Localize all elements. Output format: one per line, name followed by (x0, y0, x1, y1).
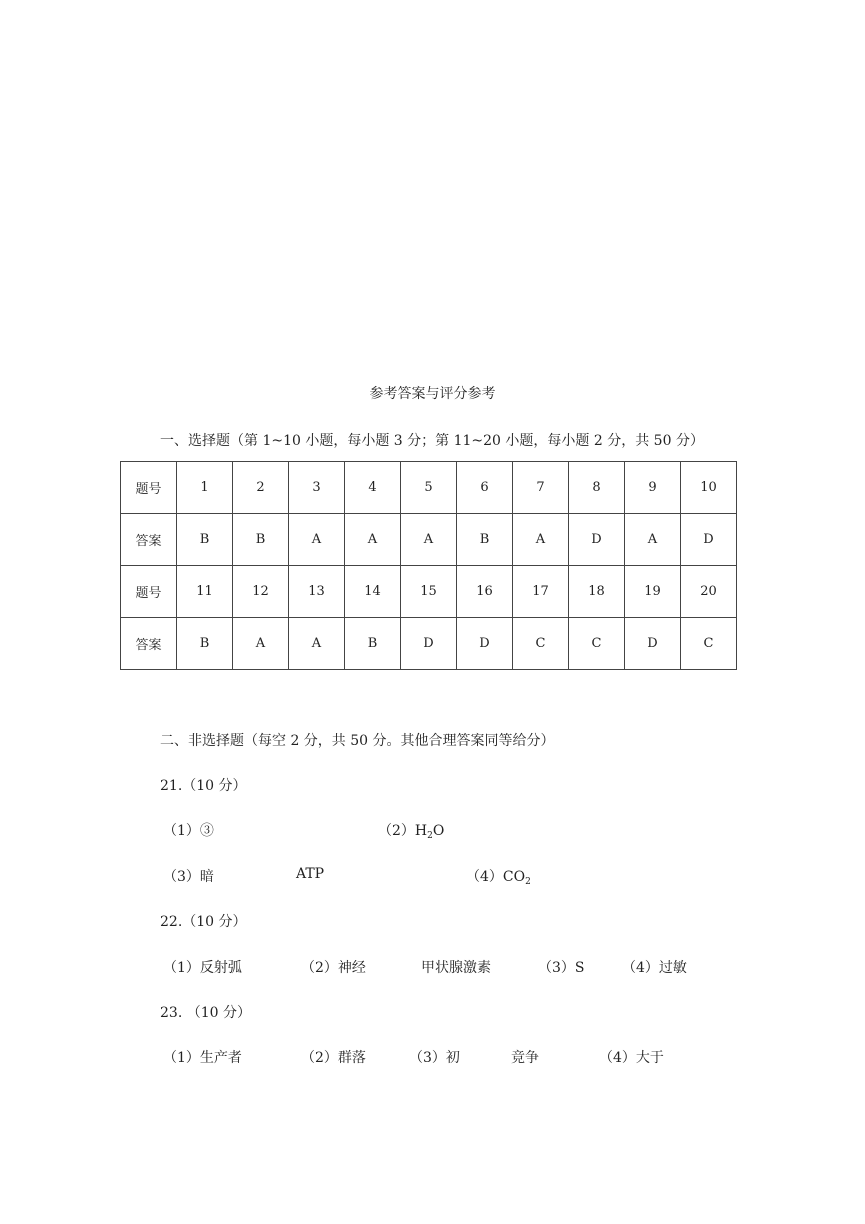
q21-answer-3: （3）暗 (163, 869, 214, 885)
question-number-cell: 10 (681, 462, 737, 514)
question-number-cell: 5 (401, 462, 457, 514)
question-number-cell: 19 (625, 566, 681, 618)
answer-cell: D (457, 618, 513, 670)
section2-heading: 二、非选择题（每空 2 分，共 50 分。其他合理答案同等给分） (160, 733, 555, 749)
q23-answer-2: （2）群落 (301, 1050, 366, 1066)
answer-cell: C (681, 618, 737, 670)
row-label-number: 题号 (121, 462, 177, 514)
answer-cell: A (345, 514, 401, 566)
question-number-cell: 9 (625, 462, 681, 514)
question-number-cell: 14 (345, 566, 401, 618)
row-label-number: 题号 (121, 566, 177, 618)
answer-table (120, 461, 737, 670)
answer-cell: B (345, 618, 401, 670)
q22-answer-3: （3）S (538, 960, 585, 976)
question-number-cell: 12 (233, 566, 289, 618)
answer-cell: B (177, 618, 233, 670)
q22-heading: 22.（10 分） (160, 914, 247, 930)
question-number-cell: 1 (177, 462, 233, 514)
answer-cell: D (569, 514, 625, 566)
question-number-cell: 16 (457, 566, 513, 618)
answer-cell: A (401, 514, 457, 566)
q22-answer-4: （4）过敏 (622, 960, 687, 976)
row-label-answer: 答案 (121, 618, 177, 670)
question-number-cell: 15 (401, 566, 457, 618)
question-number-cell: 8 (569, 462, 625, 514)
question-number-cell: 11 (177, 566, 233, 618)
answer-cell: B (457, 514, 513, 566)
answer-cell: A (289, 618, 345, 670)
answer-cell: A (625, 514, 681, 566)
q23-answer-4: （4）大于 (599, 1050, 664, 1066)
answer-cell: A (513, 514, 569, 566)
q22-answer-2b: 甲状腺激素 (421, 960, 491, 976)
table-row (121, 618, 737, 670)
row-label-answer: 答案 (121, 514, 177, 566)
table-row (121, 462, 737, 514)
question-number-cell: 6 (457, 462, 513, 514)
table-row (121, 566, 737, 618)
q21-heading: 21.（10 分） (160, 778, 247, 794)
q21-answer-3b: ATP (296, 866, 325, 882)
q21-answer-2: $(2)H_2O$ (378, 823, 445, 841)
q21-answer-1: （1）③ (163, 823, 214, 839)
question-number-cell: 17 (513, 566, 569, 618)
q23-answer-3b: 竞争 (511, 1050, 539, 1066)
answer-cell: A (233, 618, 289, 670)
question-number-cell: 2 (233, 462, 289, 514)
answer-cell: C (569, 618, 625, 670)
q23-heading: 23. （10 分） (160, 1005, 251, 1021)
q22-answer-2: （2）神经 (301, 960, 366, 976)
answer-cell: C (513, 618, 569, 670)
question-number-cell: 7 (513, 462, 569, 514)
answer-cell: B (233, 514, 289, 566)
q21-answer-4: $(4)CO_2$ (466, 869, 531, 887)
question-number-cell: 20 (681, 566, 737, 618)
question-number-cell: 3 (289, 462, 345, 514)
answer-cell: B (177, 514, 233, 566)
table-row (121, 514, 737, 566)
answer-cell: D (681, 514, 737, 566)
answer-cell: D (401, 618, 457, 670)
q23-answer-3: （3）初 (409, 1050, 460, 1066)
page-title: 参考答案与评分参考 (369, 386, 496, 402)
q22-answer-1: （1）反射弧 (163, 960, 242, 976)
answer-cell: A (289, 514, 345, 566)
answer-cell: D (625, 618, 681, 670)
question-number-cell: 13 (289, 566, 345, 618)
question-number-cell: 18 (569, 566, 625, 618)
section1-heading: 一、选择题（第 1~10 小题，每小题 3 分；第 11~20 小题，每小题 2 分，共 50 分） (160, 433, 704, 449)
q23-answer-1: （1）生产者 (163, 1050, 242, 1066)
question-number-cell: 4 (345, 462, 401, 514)
